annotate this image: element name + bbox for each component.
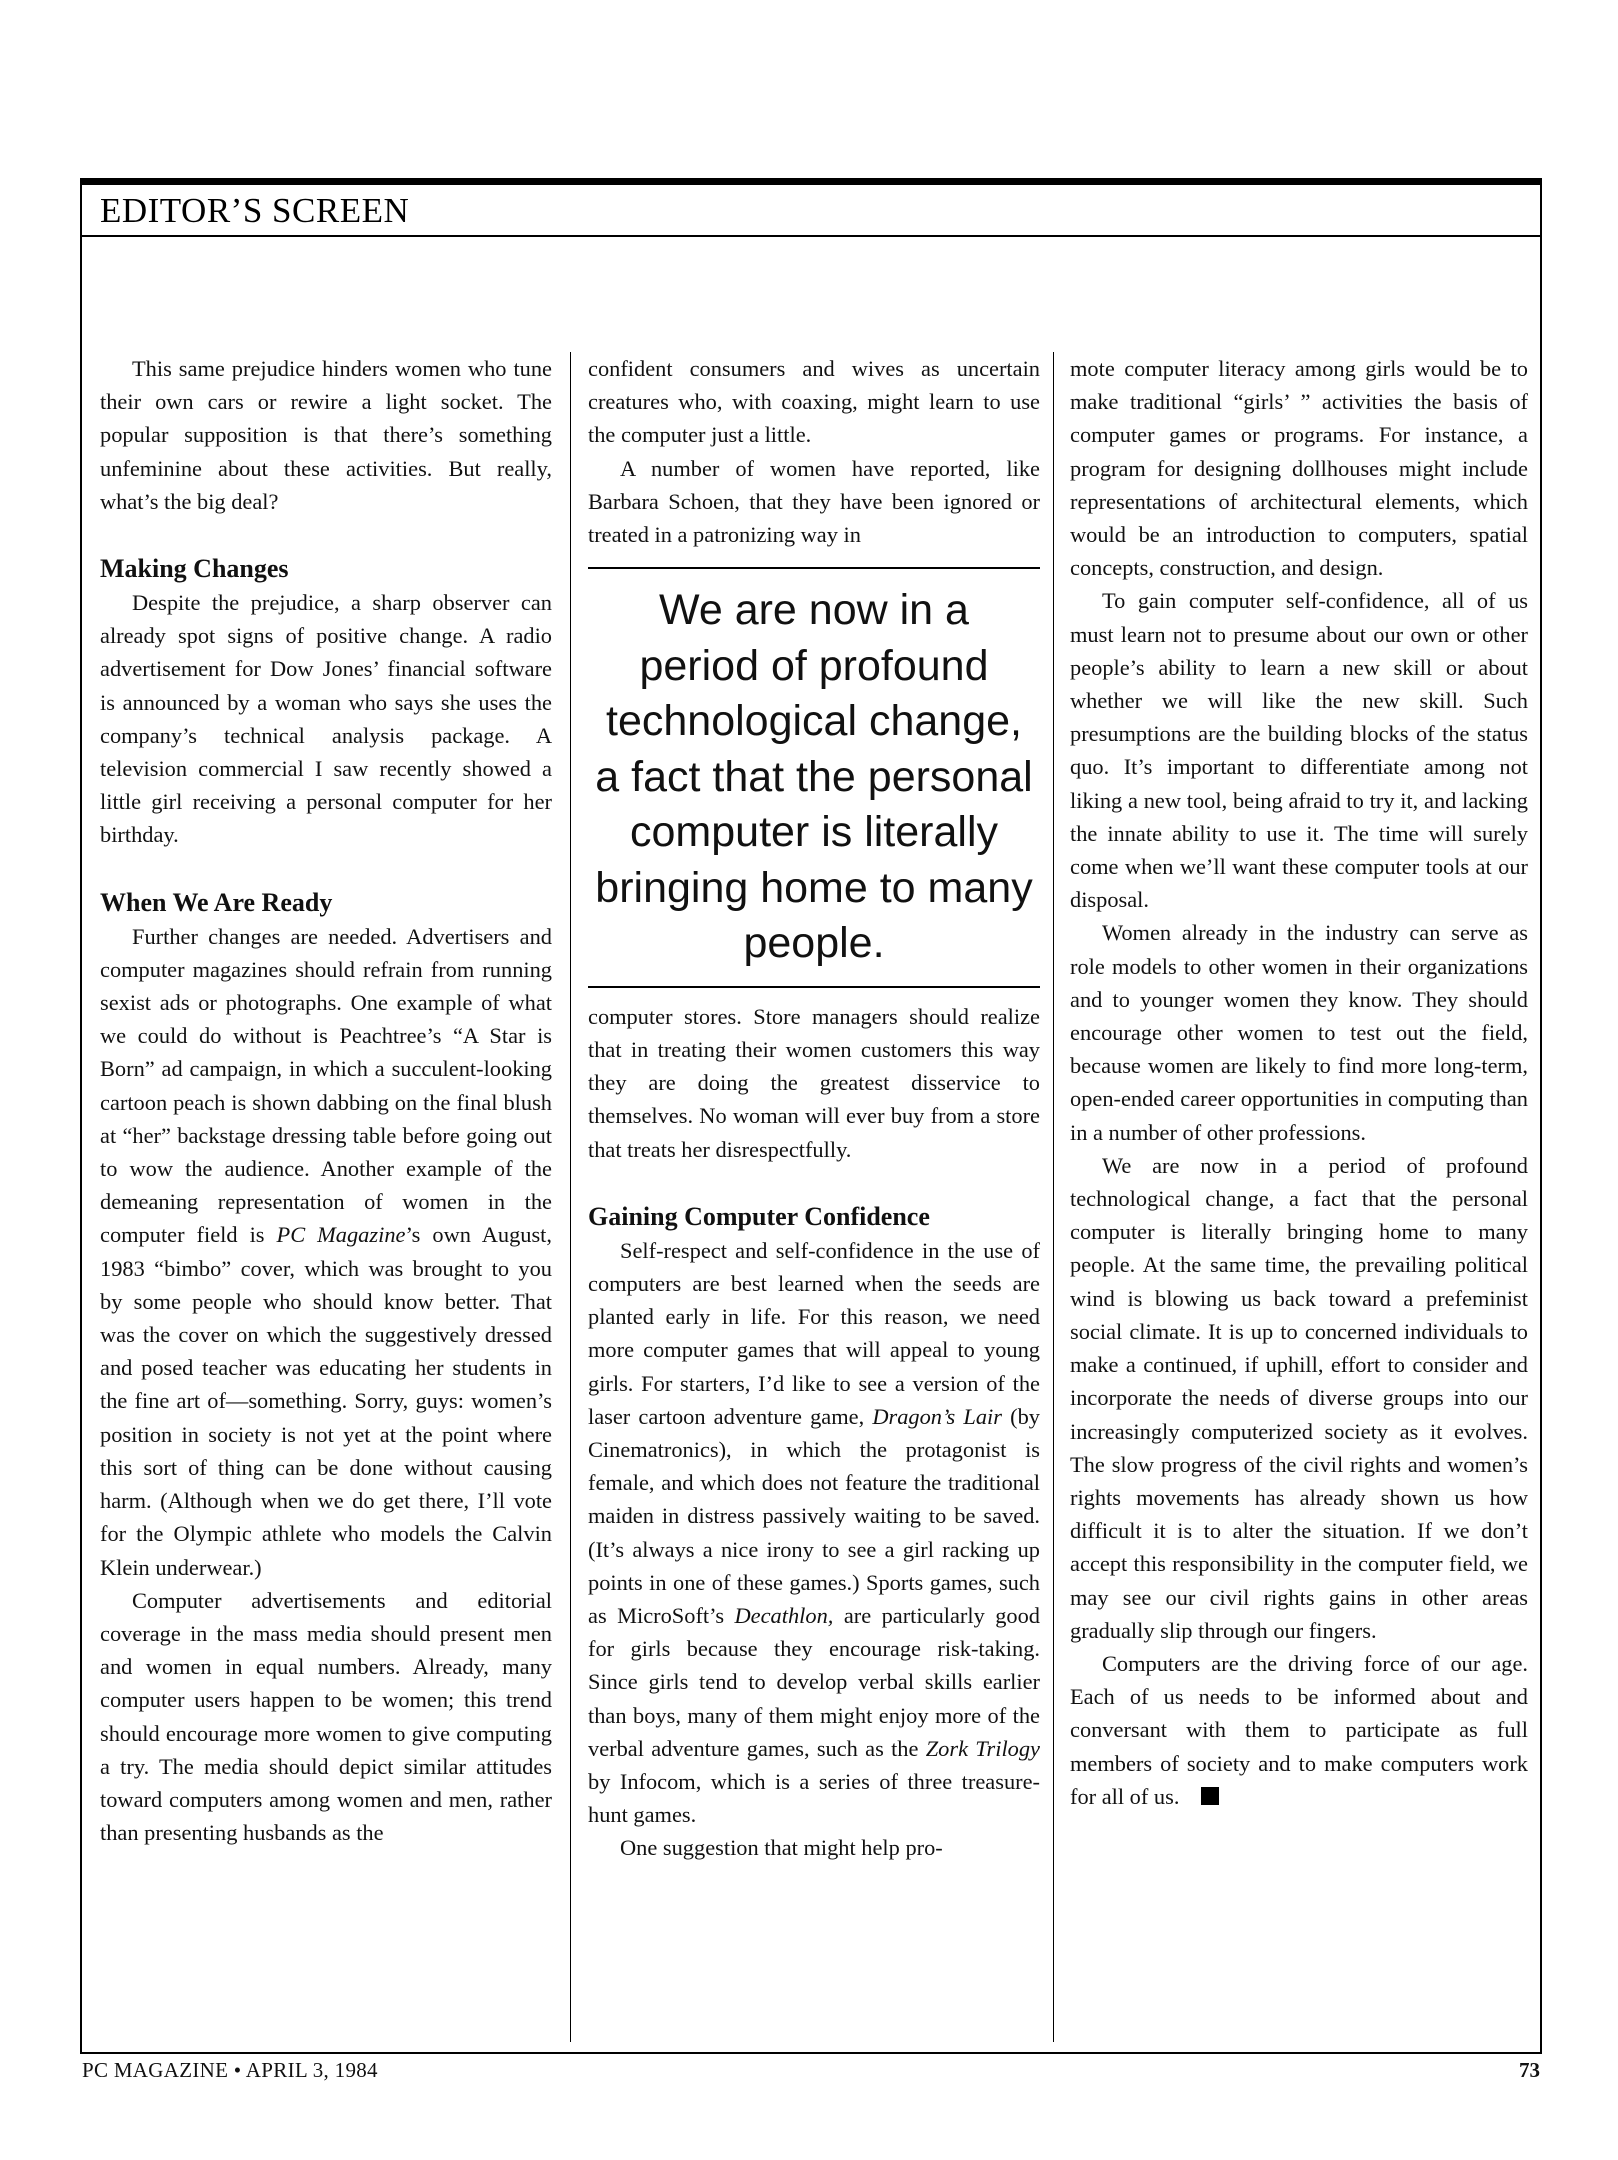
header-top-bar [80,178,1542,185]
article-column-1 [100,352,552,1849]
paragraph: A number of women have reported, like Barbara Schoen, that they have been ignored or treated in a patronizing way in [588,455,1040,548]
pull-quote: We are now in a period of profound technological change, a fact that the personal computer is literally bringing home to many people. [588,567,1040,988]
article-column-3 [1070,352,1528,1813]
article-column-2 [588,352,1040,1865]
end-mark-icon [1201,1787,1219,1805]
paragraph: computer stores. Store managers should realize that in treating their women customers this way they are doing the greatest disservice to themselves. No woman will ever buy from a store that treats her disrespectfully. [588,1003,1040,1162]
section-header [80,185,1542,237]
paragraph: One suggestion that might help pro- [620,1835,943,1861]
paragraph: We are now in a period of profound technological change, a fact that the personal computer is literally bringing home to many people. At the same time, the prevailing political wind is blowing us back toward a prefeminist social climate. It is up to concerned individuals to make a continued, if uphill, effort to consider and incorporate the needs of diverse groups into our increasingly computerized society as it evolves. The slow progress of the civil rights and women’s rights movements has already shown us how difficult it is to alter the situation. If we don’t accept this responsibility in the computer field, we may see our civil rights gains in other areas gradually slip through our fingers. [1070,1152,1528,1643]
paragraph: Self-respect and self-confidence in the use of computers are best learned when the seeds are planted early in life. For this reason, we need more computer games that will appeal to young girls. For starters, I’d like to see a version of the laser cartoon adventure game, Dragon’s Lair (by Cinematronics), in which the protagonist is female, and which does not feature the traditional maiden in distress passively waiting to be saved. (It’s always a nice irony to see a girl racking up points in one of these games.) Sports games, such as MicroSoft’s Decathlon, are particularly good for girls because they encourage risk-taking. Since girls tend to develop verbal skills earlier than boys, many of them might enjoy more of the verbal adventure games, such as the Zork Trilogy by Infocom, which is a series of three treasure-hunt games. [588,1237,1041,1828]
magazine-title: PC Magazine [276,1222,406,1248]
footer-publication: PC MAGAZINE • APRIL 3, 1984 [82,2058,378,2082]
paragraph: Further changes are needed. Advertisers and computer magazines should refrain from running sexist ads or photographs. One example of what we could do without is Peachtree’s “A Star is Born” ad campaign, in which a succulent-looking cartoon peach is shown dabbing on the final blush at “her” backstage dressing table before going out to wow the audience. Another example of the demeaning representation of women in the computer field is PC Magazine’s own August, 1983 “bimbo” cover, which was brought to you by some people who should know better. That was the cover on which the suggestively dressed and posed teacher was educating her students in the fine art of—something. Sorry, guys: women’s position in society is not yet at the point where this sort of thing can be done without causing harm. (Although when we do get there, I’ll vote for the Olympic athlete who models the Calvin Klein underwear.) [100,923,552,1580]
game-title: Dragon’s Lair [872,1403,1002,1429]
subheading-making-changes: Making Changes [100,554,289,584]
paragraph: confident consumers and wives as uncertain creatures who, with coaxing, might learn to use the computer just a little. [588,356,1040,448]
subheading-gaining-computer-confidence: Gaining Computer Confidence [588,1201,930,1231]
page-number: 73 [1519,2058,1540,2082]
paragraph: Despite the prejudice, a sharp observer can already spot signs of positive change. A radio advertisement for Dow Jones’ financial software is announced by a woman who says she uses the company’s technical analysis package. A television commercial I saw recently showed a little girl receiving a personal computer for her birthday. [100,590,552,848]
game-title: Zork Trilogy [925,1735,1040,1761]
section-title: EDITOR’S SCREEN [100,191,410,230]
paragraph: To gain computer self-confidence, all of us must learn not to presume about our own or other people’s ability to learn a new skill or about whether we will like the new skill. Such presumptions are the building blocks of the status quo. It’s important to differentiate among not liking a new tool, being afraid to try it, and lacking the innate ability to use it. The time will surely come when we’ll want these computer tools at our disposal. [1070,588,1528,913]
paragraph: Women already in the industry can serve as role models to other women in their organizations and to younger women they know. They should encourage other women to test out the field, because women are likely to find more long-term, open-ended career opportunities in computing than in a number of other professions. [1070,920,1528,1145]
subheading-when-we-are-ready: When We Are Ready [100,887,333,917]
paragraph: Computer advertisements and editorial coverage in the mass media should present men and women in equal numbers. Already, many computer users happen to be women; this trend should encourage more women to give computing a try. The media should depict similar attitudes toward computers among women and men, rather than presenting husbands as the [100,1587,552,1846]
paragraph: This same prejudice hinders women who tune their own cars or rewire a light socket. The popular supposition is that there’s something unfeminine about these activities. But really, what’s the big deal? [100,356,552,514]
game-title: Decathlon, [734,1602,834,1628]
paragraph: Computers are the driving force of our age. Each of us needs to be informed about and conversant with them to participate as full members of society and to make computers work for all of us. [1070,1650,1528,1809]
column-divider [1053,352,1054,2042]
paragraph: mote computer literacy among girls would be to make traditional “girls’ ” activities the basis of computer games or programs. For instance, a program for designing dollhouses might include representations of architectural elements, which would be an introduction to computers, spatial concepts, construction, and design. [1070,356,1528,581]
column-divider [570,352,571,2042]
